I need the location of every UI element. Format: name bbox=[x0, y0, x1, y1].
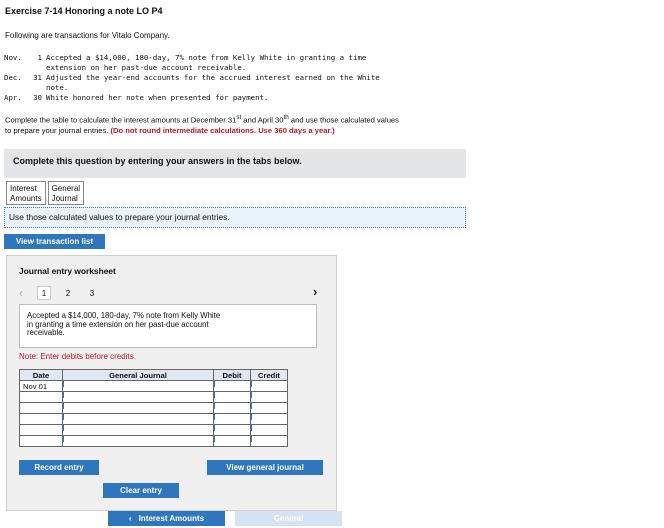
chevron-left-icon: ‹ bbox=[128, 514, 132, 523]
debit-input[interactable] bbox=[214, 392, 251, 403]
instructions bbox=[5, 113, 475, 136]
transaction-description bbox=[46, 93, 476, 103]
account-input[interactable] bbox=[63, 381, 214, 392]
journal-entry-worksheet bbox=[6, 255, 337, 511]
entry-description-line: receivable. bbox=[27, 328, 65, 337]
chevron-right-icon[interactable]: › bbox=[313, 284, 318, 299]
page-3-button[interactable]: 3 bbox=[89, 288, 95, 298]
date-cell[interactable] bbox=[20, 425, 63, 436]
column-header-date: Date bbox=[20, 370, 63, 381]
account-input[interactable] bbox=[63, 425, 214, 436]
table-row bbox=[20, 425, 288, 436]
transaction-day: 31 bbox=[33, 73, 42, 82]
entry-description-line: Accepted a $14,000, 180-day, 7% note from Kelly White bbox=[27, 311, 221, 320]
table-row bbox=[20, 436, 288, 447]
instructions-text: and use those calculated values bbox=[288, 115, 399, 125]
transaction-day: 30 bbox=[33, 93, 42, 102]
view-transaction-list-button[interactable]: View transaction list bbox=[4, 234, 105, 249]
account-input[interactable] bbox=[63, 436, 214, 447]
exercise-title: Exercise 7-14 Honoring a note LO P4 bbox=[5, 6, 163, 16]
column-header-credit: Credit bbox=[251, 370, 288, 381]
page-1-button[interactable]: 1 bbox=[37, 286, 51, 300]
credit-input[interactable] bbox=[251, 381, 288, 392]
tab-label: Amounts bbox=[10, 194, 42, 203]
entry-description-line: in granting a time extension on her past-due account bbox=[27, 319, 209, 329]
credit-input[interactable] bbox=[251, 414, 288, 425]
table-row bbox=[20, 403, 288, 414]
view-general-journal-button[interactable]: View general journal bbox=[207, 460, 323, 475]
debit-input[interactable] bbox=[214, 436, 251, 447]
transaction-description bbox=[46, 73, 476, 93]
debit-input[interactable] bbox=[214, 414, 251, 425]
record-entry-button[interactable]: Record entry bbox=[19, 460, 99, 475]
debit-input[interactable] bbox=[214, 425, 251, 436]
transactions-list bbox=[4, 53, 476, 103]
date-cell[interactable] bbox=[20, 436, 63, 447]
credit-input[interactable] bbox=[251, 403, 288, 414]
instructions-warning: (Do not round intermediate calculations. Use 360 days a year.) bbox=[110, 125, 335, 135]
transaction-line: Accepted a $14,000, 180-day, 7% note from Kelly White in granting a time bbox=[46, 53, 367, 62]
account-input[interactable] bbox=[63, 392, 214, 403]
tab-general-journal[interactable] bbox=[48, 181, 84, 205]
tab-label: General bbox=[51, 184, 81, 193]
column-header-debit: Debit bbox=[214, 370, 251, 381]
tab-label: Interest bbox=[10, 184, 37, 193]
transaction-line: note. bbox=[46, 83, 69, 92]
instructions-text: and April 30 bbox=[241, 115, 284, 125]
next-tab-button[interactable]: General bbox=[235, 511, 342, 526]
clear-entry-button[interactable]: Clear entry bbox=[103, 483, 179, 498]
date-cell[interactable] bbox=[20, 414, 63, 425]
table-row bbox=[20, 392, 288, 403]
instructions-text: Complete the table to calculate the interest amounts at December 31 bbox=[5, 115, 237, 125]
worksheet-title: Journal entry worksheet bbox=[19, 266, 116, 276]
transaction-month: Nov. bbox=[4, 53, 22, 62]
chevron-left-icon[interactable]: ‹ bbox=[19, 286, 23, 300]
transaction-month: Apr. bbox=[4, 93, 22, 102]
debit-input[interactable] bbox=[214, 381, 251, 392]
transaction-row bbox=[4, 73, 476, 93]
tab-label: Journal bbox=[51, 194, 78, 203]
instructions-sup: th bbox=[283, 114, 289, 121]
tab-instruction: Use those calculated values to prepare your journal entries. bbox=[4, 207, 466, 228]
account-input[interactable] bbox=[63, 414, 214, 425]
transaction-month: Dec. bbox=[4, 73, 22, 82]
transaction-row bbox=[4, 93, 476, 103]
journal-table bbox=[19, 369, 288, 447]
instructions-text: to prepare your journal entries. bbox=[5, 125, 111, 135]
instructions-sup: st bbox=[236, 114, 242, 121]
credit-input[interactable] bbox=[251, 436, 288, 447]
debits-credits-note: Note: Enter debits before credits. bbox=[19, 352, 136, 361]
tab-interest-amounts[interactable] bbox=[6, 181, 46, 205]
date-cell[interactable] bbox=[20, 392, 63, 403]
transaction-row bbox=[4, 53, 476, 73]
transaction-description bbox=[46, 53, 476, 73]
question-banner: Complete this question by entering your answers in the tabs below. bbox=[4, 149, 466, 178]
credit-input[interactable] bbox=[251, 392, 288, 403]
date-cell[interactable] bbox=[20, 403, 63, 414]
page-2-button[interactable]: 2 bbox=[65, 288, 71, 298]
transaction-line: White honored her note when presented for payment. bbox=[46, 93, 269, 102]
account-input[interactable] bbox=[63, 403, 214, 414]
table-row bbox=[20, 381, 288, 392]
prev-tab-button[interactable] bbox=[108, 511, 225, 526]
transaction-line: extension on her past-due account receivable. bbox=[46, 63, 247, 72]
worksheet-pager bbox=[19, 286, 109, 300]
credit-input[interactable] bbox=[251, 425, 288, 436]
transaction-day: 1 bbox=[37, 53, 42, 62]
prev-tab-label: Interest Amounts bbox=[138, 514, 205, 523]
table-row bbox=[20, 414, 288, 425]
date-cell[interactable]: Nov 01 bbox=[20, 381, 63, 392]
debit-input[interactable] bbox=[214, 403, 251, 414]
tab-bar bbox=[6, 181, 84, 205]
exercise-intro: Following are transactions for Vitalo Company. bbox=[5, 31, 170, 40]
column-header-general-journal: General Journal bbox=[63, 370, 214, 381]
entry-description bbox=[19, 304, 317, 348]
transaction-line: Adjusted the year-end accounts for the accrued interest earned on the White bbox=[46, 73, 380, 82]
